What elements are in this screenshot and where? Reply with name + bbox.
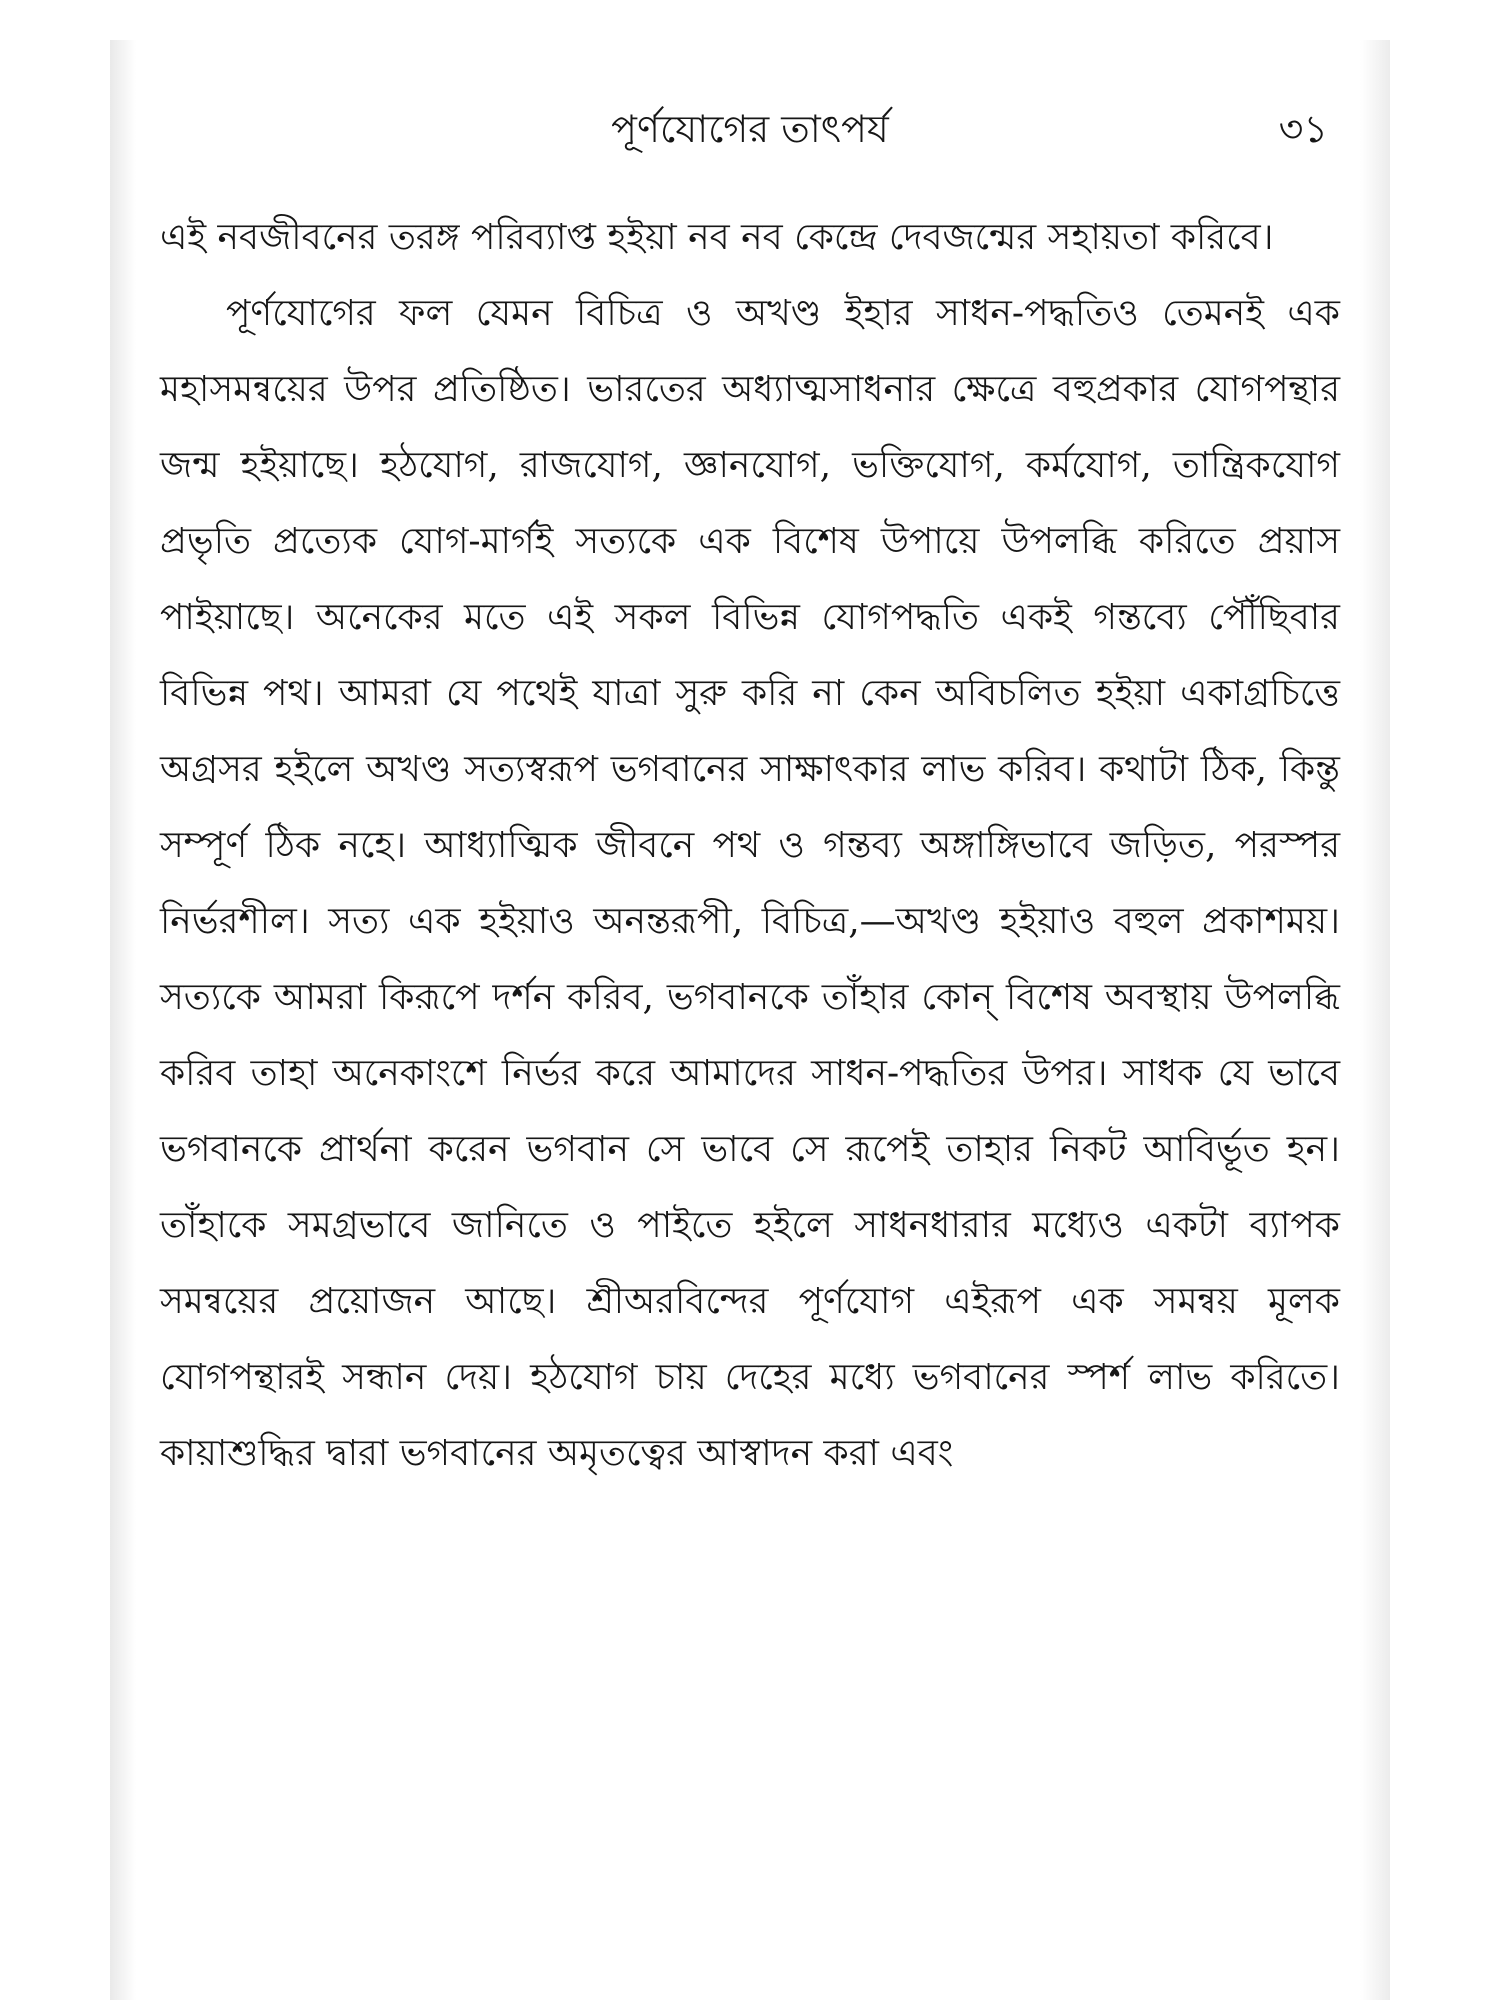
body-text (160, 200, 1340, 1492)
page-number: ৩১ (1278, 107, 1328, 151)
running-title: পূর্ণযোগের তাৎপর্য (611, 107, 889, 151)
running-header (160, 100, 1340, 160)
page-edge-shadow-right (1360, 40, 1390, 2000)
paragraph-continued: এই নবজীবনের তরঙ্গ পরিব্যাপ্ত হইয়া নব নব কেন্দ্রে দেবজন্মের সহায়তা করিবে। (160, 217, 1274, 258)
page-edge-shadow-left (110, 40, 136, 2000)
paragraph: পূর্ণযোগের ফল যেমন বিচিত্র ও অখণ্ড ইহার সাধন-পদ্ধতিও তেমনই এক মহাসমন্বয়ের উপর প্রতিষ্ঠিত। ভারতের অধ্যাত্মসাধনার ক্ষেত্রে বহুপ্রকার যোগপন্থার জন্ম হইয়াছে। হঠযোগ, রাজযোগ, জ্ঞানযোগ, ভক্তিযোগ, কর্মযোগ, তান্ত্রিকযোগ প্রভৃতি প্রত্যেক যোগ-মার্গই সত্যকে এক বিশেষ উপায়ে উপলব্ধি করিতে প্রয়াস পাইয়াছে। অনেকের মতে এই সকল বিভিন্ন যোগপদ্ধতি একই গন্তব্যে পৌঁছিবার বিভিন্ন পথ। আমরা যে পথেই যাত্রা সুরু করি না কেন অবিচলিত হইয়া একাগ্রচিত্তে অগ্রসর হইলে অখণ্ড সত্যস্বরূপ ভগবানের সাক্ষাৎকার লাভ করিব। কথাটা ঠিক, কিন্তু সম্পূর্ণ ঠিক নহে। আধ্যাত্মিক জীবনে পথ ও গন্তব্য অঙ্গাঙ্গিভাবে জড়িত, পরস্পর নির্ভরশীল। সত্য এক হইয়াও অনন্তরূপী, বিচিত্র,—অখণ্ড হইয়াও বহুল প্রকাশময়। সত্যকে আমরা কিরূপে দর্শন করিব, ভগবানকে তাঁহার কোন্ বিশেষ অবস্থায় উপলব্ধি করিব তাহা অনেকাংশে নির্ভর করে আমাদের সাধন-পদ্ধতির উপর। সাধক যে ভাবে ভগবানকে প্রার্থনা করেন ভগবান সে ভাবে সে রূপেই তাহার নিকট আবির্ভূত হন। তাঁহাকে সমগ্রভাবে জানিতে ও পাইতে হইলে সাধনধারার মধ্যেও একটা ব্যাপক সমন্বয়ের প্রয়োজন আছে। শ্রীঅরবিন্দের পূর্ণযোগ এইরূপ এক সমন্বয় মূলক যোগপন্থারই সন্ধান দেয়। হঠযোগ চায় দেহের মধ্যে ভগবানের স্পর্শ লাভ করিতে। কায়াশুদ্ধির দ্বারা ভগবানের অমৃতত্বের আস্বাদন করা এবং (160, 293, 1340, 1474)
